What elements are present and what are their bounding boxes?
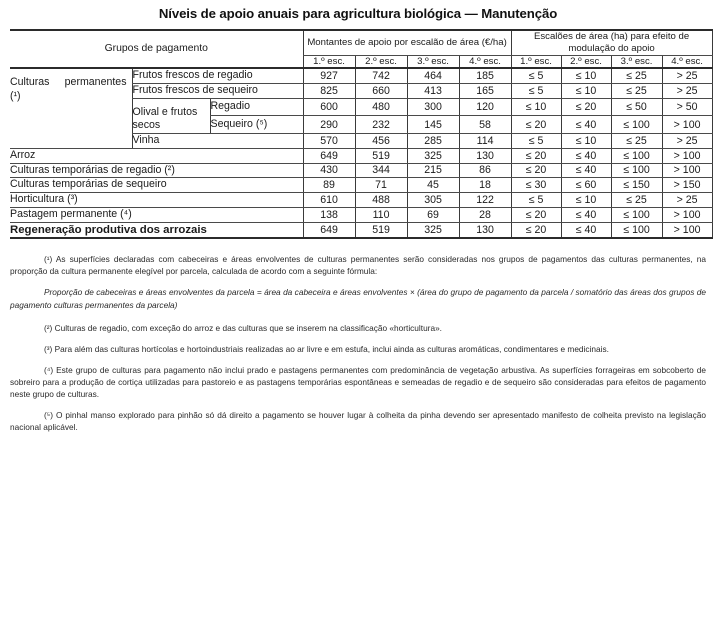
row-tier-3: ≤ 100 [611, 207, 662, 222]
row-tier-1: ≤ 20 [511, 222, 561, 238]
footnote-5 [10, 409, 706, 433]
row-tier-4: > 100 [662, 163, 712, 178]
row-amount-3: 325 [407, 222, 459, 238]
row-amount-4: 130 [459, 222, 511, 238]
footnotes-block [10, 253, 706, 432]
row-amount-2: 742 [355, 68, 407, 83]
support-levels-table [10, 29, 713, 239]
footnote-1-text: (¹) As superfícies declaradas com cabeceiras e áreas envolventes de culturas permanentes serão consideradas nos grupos de pagamentos das culturas permanentes, na proporção da cultura permanente elegível por parcela, calculada de acordo com a seguinte fórmula: [10, 254, 706, 277]
row-label: Sequeiro (⁵) [210, 116, 303, 134]
row-tier-2: ≤ 20 [561, 98, 611, 116]
table-row [10, 222, 712, 238]
row-tier-4: > 100 [662, 207, 712, 222]
row-amount-2: 232 [355, 116, 407, 134]
row-amount-3: 413 [407, 83, 459, 98]
row-amount-1: 290 [303, 116, 355, 134]
row-amount-3: 215 [407, 163, 459, 178]
row-amount-1: 927 [303, 68, 355, 83]
header-esc-2-amount: 2.º esc. [355, 55, 407, 68]
row-tier-4: > 25 [662, 83, 712, 98]
row-amount-1: 649 [303, 148, 355, 163]
row-tier-3: ≤ 150 [611, 178, 662, 193]
row-tier-3: ≤ 25 [611, 134, 662, 149]
row-amount-2: 71 [355, 178, 407, 193]
row-tier-3: ≤ 50 [611, 98, 662, 116]
row-tier-3: ≤ 25 [611, 193, 662, 208]
row-tier-3: ≤ 100 [611, 148, 662, 163]
row-amount-1: 600 [303, 98, 355, 116]
row-label: Arroz [10, 148, 303, 163]
footnote-2-text: (²) Culturas de regadio, com exceção do arroz e das culturas que se inserem na classificação «horticultura». [44, 322, 442, 333]
header-esc-1-tier: 1.º esc. [511, 55, 561, 68]
header-escaloes-de-area: Escalões de área (ha) para efeito de modulação do apoio [511, 30, 712, 55]
row-amount-1: 825 [303, 83, 355, 98]
row-amount-2: 660 [355, 83, 407, 98]
header-row-groups [10, 30, 712, 55]
row-amount-1: 570 [303, 134, 355, 149]
header-montantes-de-apoio: Montantes de apoio por escalão de área (€/ha) [303, 30, 511, 55]
row-label: Regeneração produtiva dos arrozais [10, 222, 303, 238]
table-row [10, 68, 712, 83]
row-tier-4: > 25 [662, 193, 712, 208]
subgroup-olival-frutos-secos: Olival e frutos secos [132, 98, 210, 134]
header-esc-1-amount: 1.º esc. [303, 55, 355, 68]
row-label: Culturas temporárias de sequeiro [10, 178, 303, 193]
row-label: Regadio [210, 98, 303, 116]
row-label: Pastagem permanente (⁴) [10, 207, 303, 222]
support-levels-table-wrapper [10, 29, 712, 239]
header-esc-3-amount: 3.º esc. [407, 55, 459, 68]
row-tier-3: ≤ 100 [611, 116, 662, 134]
row-amount-2: 344 [355, 163, 407, 178]
table-row [10, 148, 712, 163]
row-tier-4: > 100 [662, 116, 712, 134]
row-tier-1: ≤ 20 [511, 163, 561, 178]
row-amount-3: 464 [407, 68, 459, 83]
row-tier-2: ≤ 10 [561, 68, 611, 83]
row-tier-1: ≤ 5 [511, 193, 561, 208]
footnote-2 [10, 322, 706, 334]
table-header [10, 30, 712, 68]
row-amount-1: 430 [303, 163, 355, 178]
row-amount-3: 285 [407, 134, 459, 149]
row-amount-2: 519 [355, 222, 407, 238]
row-amount-3: 300 [407, 98, 459, 116]
row-amount-3: 145 [407, 116, 459, 134]
footnote-4-text: (⁴) Este grupo de culturas para pagamento não inclui prado e pastagens permanentes com predominância de vegetação arbustiva. As superfícies forrageiras em sobcoberto de sobreiro para a produção de cortiça utilizadas para pastoreio e as pastagens temporárias espontâneas e semeadas de regadio e de sequeiro são consideradas para efeitos de pagamento neste grupo de culturas. [10, 364, 706, 399]
row-amount-4: 86 [459, 163, 511, 178]
table-row [10, 178, 712, 193]
row-tier-2: ≤ 40 [561, 163, 611, 178]
footnote-formula [10, 286, 706, 310]
row-tier-4: > 100 [662, 148, 712, 163]
row-tier-1: ≤ 10 [511, 98, 561, 116]
row-amount-4: 122 [459, 193, 511, 208]
row-tier-3: ≤ 25 [611, 83, 662, 98]
row-tier-4: > 50 [662, 98, 712, 116]
row-amount-1: 649 [303, 222, 355, 238]
footnote-3 [10, 343, 706, 355]
row-amount-2: 519 [355, 148, 407, 163]
header-esc-4-tier: 4.º esc. [662, 55, 712, 68]
row-amount-3: 45 [407, 178, 459, 193]
row-label: Culturas temporárias de regadio (²) [10, 163, 303, 178]
header-esc-3-tier: 3.º esc. [611, 55, 662, 68]
row-amount-1: 138 [303, 207, 355, 222]
row-amount-4: 114 [459, 134, 511, 149]
footnote-5-text: (⁵) O pinhal manso explorado para pinhão só dá direito a pagamento se houver lugar à colheita da pinha devendo ser apresentado manifesto de colheita previsto na legislação nacional aplicável. [10, 409, 706, 432]
row-tier-3: ≤ 100 [611, 163, 662, 178]
row-amount-3: 69 [407, 207, 459, 222]
row-tier-1: ≤ 20 [511, 116, 561, 134]
row-tier-1: ≤ 5 [511, 68, 561, 83]
row-tier-1: ≤ 5 [511, 134, 561, 149]
header-esc-2-tier: 2.º esc. [561, 55, 611, 68]
row-tier-2: ≤ 60 [561, 178, 611, 193]
row-amount-2: 110 [355, 207, 407, 222]
footnote-formula-text: Proporção de cabeceiras e áreas envolventes da parcela = área da cabeceira e áreas envolventes × (área do grupo de pagamento da parcela / somatório das áreas dos grupos de pagamento culturas permanentes da parcela) [10, 287, 706, 310]
table-body [10, 68, 712, 238]
row-tier-2: ≤ 40 [561, 207, 611, 222]
row-amount-2: 456 [355, 134, 407, 149]
row-amount-4: 185 [459, 68, 511, 83]
row-tier-4: > 25 [662, 134, 712, 149]
row-amount-4: 120 [459, 98, 511, 116]
row-amount-3: 325 [407, 148, 459, 163]
row-amount-2: 488 [355, 193, 407, 208]
row-label: Frutos frescos de regadio [132, 68, 303, 83]
row-amount-4: 18 [459, 178, 511, 193]
row-tier-2: ≤ 40 [561, 222, 611, 238]
row-tier-1: ≤ 30 [511, 178, 561, 193]
footnote-1 [10, 253, 706, 277]
row-tier-4: > 25 [662, 68, 712, 83]
group-culturas-permanentes: Culturas permanentes (¹) [10, 68, 132, 148]
row-tier-2: ≤ 40 [561, 116, 611, 134]
row-tier-1: ≤ 20 [511, 207, 561, 222]
row-tier-2: ≤ 10 [561, 193, 611, 208]
table-row [10, 163, 712, 178]
row-tier-1: ≤ 5 [511, 83, 561, 98]
row-tier-2: ≤ 40 [561, 148, 611, 163]
header-grupos-de-pagamento: Grupos de pagamento [10, 30, 303, 68]
row-amount-4: 165 [459, 83, 511, 98]
row-tier-3: ≤ 100 [611, 222, 662, 238]
row-amount-4: 58 [459, 116, 511, 134]
row-amount-3: 305 [407, 193, 459, 208]
footnote-4 [10, 364, 706, 400]
row-tier-2: ≤ 10 [561, 83, 611, 98]
page-title: Níveis de apoio anuais para agricultura biológica — Manutenção [158, 6, 558, 21]
header-esc-4-amount: 4.º esc. [459, 55, 511, 68]
row-tier-2: ≤ 10 [561, 134, 611, 149]
row-label: Frutos frescos de sequeiro [132, 83, 303, 98]
row-amount-1: 89 [303, 178, 355, 193]
row-label: Horticultura (³) [10, 193, 303, 208]
row-amount-2: 480 [355, 98, 407, 116]
row-label: Vinha [132, 134, 303, 149]
row-tier-3: ≤ 25 [611, 68, 662, 83]
row-amount-4: 130 [459, 148, 511, 163]
table-row [10, 207, 712, 222]
footnote-3-text: (³) Para além das culturas hortícolas e hortoindustriais realizadas ao ar livre e em estufa, inclui ainda as culturas aromáticas, condimentares e medicinais. [44, 343, 609, 354]
row-tier-4: > 150 [662, 178, 712, 193]
row-tier-1: ≤ 20 [511, 148, 561, 163]
row-amount-1: 610 [303, 193, 355, 208]
row-amount-4: 28 [459, 207, 511, 222]
table-row [10, 193, 712, 208]
row-tier-4: > 100 [662, 222, 712, 238]
